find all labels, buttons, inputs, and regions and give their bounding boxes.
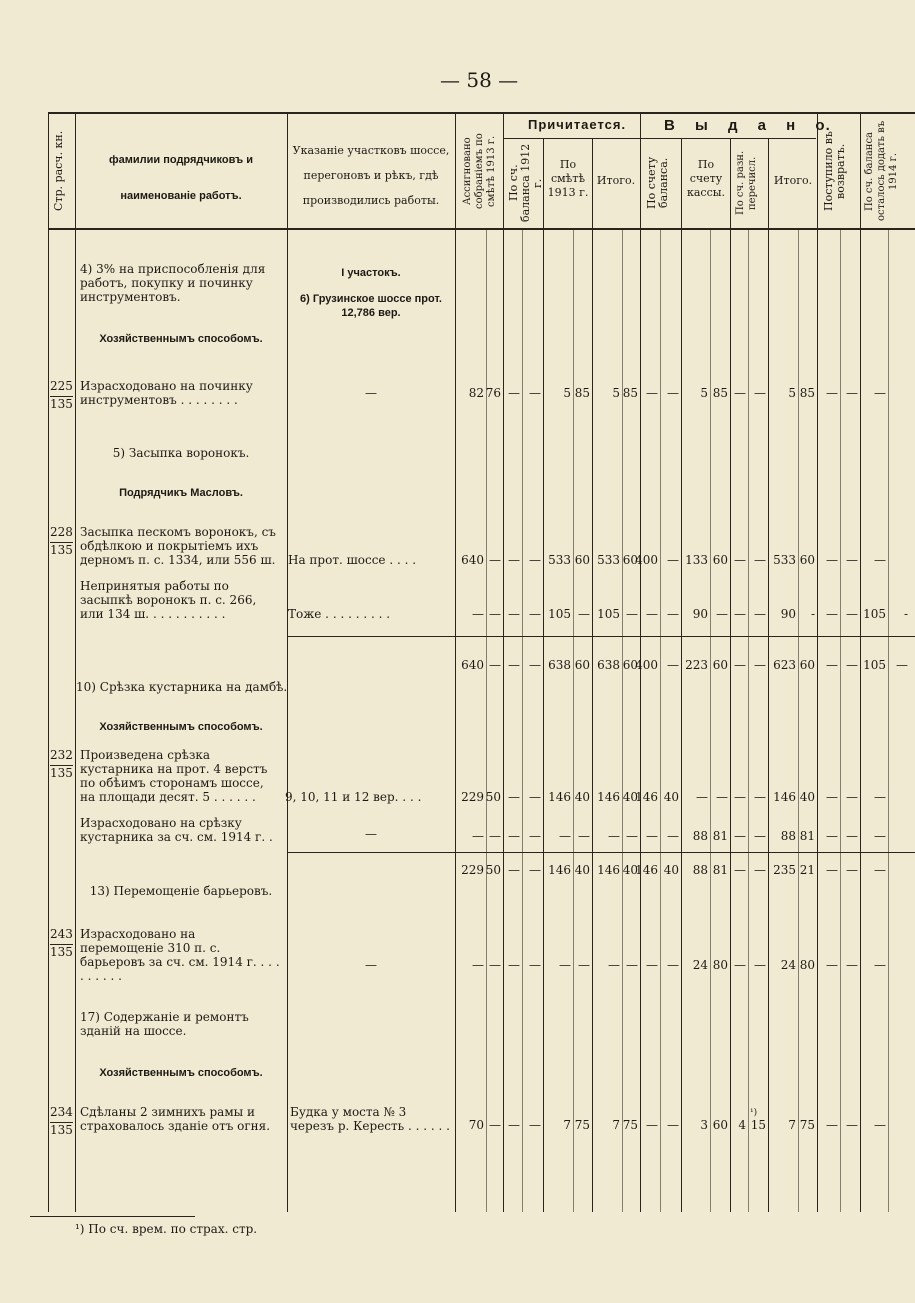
ledger-rubles: 7 <box>612 1118 620 1132</box>
col-iss-cash-header: По счету кассы. <box>686 158 725 199</box>
vrule <box>503 112 504 1212</box>
ledger-kopecks: 81 <box>712 863 728 877</box>
ledger-rubles: — <box>646 829 658 843</box>
row1-desc: Израсходовано на починку инструментовъ . . . . . . . . <box>80 379 253 407</box>
ledger-rubles: — <box>734 958 746 972</box>
ledger-kopecks: — <box>489 1118 501 1132</box>
row2-site: На прот. шоссе . . . . <box>288 553 417 567</box>
ledger-rubles: — <box>696 790 708 804</box>
ledger-rubles: 70 <box>468 1118 484 1132</box>
ledger-kopecks: — <box>667 829 679 843</box>
ledger-rubles: 229 <box>461 863 484 877</box>
ledger-kopecks: — <box>489 958 501 972</box>
ledger-rubles: — <box>508 958 520 972</box>
ledger-kopecks: — <box>489 607 501 621</box>
ledger-rubles: — <box>734 386 746 400</box>
ledger-rubles: 105 <box>863 658 886 672</box>
vrule <box>287 112 288 1212</box>
ledger-rubles: 24 <box>780 958 796 972</box>
ledger-rubles: 623 <box>773 658 796 672</box>
ledger-rubles: — <box>508 1118 520 1132</box>
section-5-contractor: Подрядчикъ Масловъ. <box>119 487 243 499</box>
ledger-kopecks: — <box>667 958 679 972</box>
ledger-kopecks: — <box>754 958 766 972</box>
ledger-rubles: — <box>874 553 886 567</box>
ledger-kopecks: — <box>716 790 728 804</box>
row2-page: 228 <box>50 525 73 539</box>
ledger-rubles: — <box>508 607 520 621</box>
ledger-rubles: 533 <box>773 553 796 567</box>
ledger-rubles: 105 <box>863 607 886 621</box>
section-4-title: 4) 3% на приспособленія для работъ, покупку и починку инструментовъ. <box>80 262 266 304</box>
ledger-rubles: — <box>874 829 886 843</box>
vrule <box>860 112 861 1212</box>
vrule <box>75 112 76 1212</box>
footnote-rule <box>30 1216 195 1217</box>
ledger-rubles: 88 <box>780 829 796 843</box>
header-rule <box>48 228 915 230</box>
kopeck-rule <box>798 228 799 1212</box>
row7-book: 135 <box>50 1123 73 1137</box>
ledger-kopecks: — <box>667 658 679 672</box>
ledger-kopecks: 60 <box>712 553 728 567</box>
ledger-rubles: — <box>508 658 520 672</box>
ledger-kopecks: 40 <box>622 863 638 877</box>
page-number: — 58 — <box>440 68 519 92</box>
ledger-kopecks: — <box>489 829 501 843</box>
ledger-rubles: — <box>734 829 746 843</box>
vrule <box>768 138 769 1212</box>
ledger-kopecks: 15 <box>750 1118 766 1132</box>
ledger-kopecks: 40 <box>622 790 638 804</box>
ledger-rubles: 105 <box>548 607 571 621</box>
ledger-rubles: 82 <box>468 386 484 400</box>
ledger-rubles: — <box>608 829 620 843</box>
ledger-rubles: 88 <box>692 863 708 877</box>
row2-desc: Засыпка пескомъ воронокъ, съ обдѣлкою и покрытіемъ ихъ дерномъ п. с. 1334, или 556 ш. <box>80 525 276 567</box>
ledger-kopecks: — <box>846 863 858 877</box>
row4-page: 232 <box>50 748 73 762</box>
ledger-kopecks: — <box>754 790 766 804</box>
ledger-kopecks: — <box>529 607 541 621</box>
ledger-kopecks: 85 <box>574 386 590 400</box>
ledger-rubles: 229 <box>461 790 484 804</box>
ledger-rubles: — <box>826 658 838 672</box>
group-issued-header: В ы д а н о. <box>664 117 831 134</box>
ledger-kopecks: — <box>667 386 679 400</box>
ledger-rubles: 3 <box>700 1118 708 1132</box>
ledger-rubles: 146 <box>548 863 571 877</box>
ledger-rubles: — <box>826 863 838 877</box>
row4-site: 9, 10, 11 и 12 вер. . . . <box>285 790 422 804</box>
ledger-rubles: — <box>508 790 520 804</box>
ledger-kopecks: — <box>529 863 541 877</box>
row7-note-mark: ¹) <box>750 1108 758 1118</box>
ledger-kopecks: — <box>578 958 590 972</box>
kopeck-rule <box>622 228 623 1212</box>
ledger-rubles: 640 <box>461 658 484 672</box>
row6-page: 243 <box>50 927 73 941</box>
ledger-kopecks: 76 <box>485 386 501 400</box>
ledger-rubles: 638 <box>548 658 571 672</box>
ledger-kopecks: — <box>626 607 638 621</box>
ledger-rubles: 5 <box>612 386 620 400</box>
footnote: ¹) По сч. врем. по страх. стр. <box>75 1222 258 1236</box>
ledger-rubles: — <box>874 958 886 972</box>
ledger-rubles: — <box>874 790 886 804</box>
ledger-kopecks: 40 <box>663 790 679 804</box>
row6-site: — <box>365 958 377 972</box>
ledger-kopecks: 81 <box>799 829 815 843</box>
uchastok-label: I участокъ. <box>341 267 401 279</box>
row3-site: Тоже . . . . . . . . . <box>288 607 391 621</box>
ledger-kopecks: 40 <box>574 863 590 877</box>
section-4-method: Хозяйственнымъ способомъ. <box>99 333 263 345</box>
ledger-rubles: 235 <box>773 863 796 877</box>
kopeck-rule <box>573 228 574 1212</box>
ledger-rubles: 640 <box>461 553 484 567</box>
row1-site: — <box>365 386 377 400</box>
ledger-rubles: — <box>559 829 571 843</box>
ledger-kopecks: — <box>846 658 858 672</box>
row5-desc: Израсходовано на срѣзку кустарника за сч. см. 1914 г. . <box>80 816 273 844</box>
ledger-kopecks: — <box>529 958 541 972</box>
row4-desc: Произведена срѣзка кустарника на прот. 4 верстъ по обѣимъ сторонамъ шоссе, на площади десят. 5 . . . . . . <box>80 748 268 804</box>
ledger-rubles: — <box>874 1118 886 1132</box>
ledger-kopecks: — <box>754 553 766 567</box>
row7-page: 234 <box>50 1105 73 1119</box>
ledger-rubles: 90 <box>692 607 708 621</box>
ledger-kopecks: — <box>489 553 501 567</box>
top-rule <box>48 112 915 114</box>
ledger-kopecks: — <box>846 607 858 621</box>
ledger-kopecks: 60 <box>712 1118 728 1132</box>
ledger-rubles: — <box>734 863 746 877</box>
ledger-rubles: — <box>734 790 746 804</box>
col-page-header: Стр. расч. кн. <box>52 130 65 212</box>
ledger-rubles: 146 <box>635 863 658 877</box>
ledger-kopecks: 60 <box>799 658 815 672</box>
ledger-kopecks: 60 <box>712 658 728 672</box>
ledger-kopecks: — <box>529 386 541 400</box>
vrule <box>455 112 456 1212</box>
row6-book: 135 <box>50 945 73 959</box>
section-5-title: 5) Засыпка воронокъ. <box>112 446 250 460</box>
col-due-1912-header: По сч. баланса 1912 г. <box>507 143 544 223</box>
ledger-kopecks: — <box>529 829 541 843</box>
kopeck-rule <box>840 228 841 1212</box>
ledger-rubles: 5 <box>788 386 796 400</box>
section-13-title: 13) Перемощеніе барьеровъ. <box>89 884 273 898</box>
row1-page: 225 <box>50 379 73 393</box>
ledger-rubles: 105 <box>597 607 620 621</box>
ledger-kopecks: — <box>626 958 638 972</box>
ledger-rubles: 533 <box>597 553 620 567</box>
ledger-rubles: — <box>826 607 838 621</box>
kopeck-rule <box>522 228 523 1212</box>
vrule <box>817 112 818 1212</box>
col-iss-diff-header: По сч. разн. перечисл. <box>735 150 758 216</box>
ledger-rubles: — <box>874 863 886 877</box>
ledger-rubles: — <box>734 607 746 621</box>
ledger-rubles: 146 <box>635 790 658 804</box>
vrule <box>592 138 593 1212</box>
section-10-title: 10) Срѣзка кустарника на дамбѣ. <box>76 680 288 694</box>
ledger-kopecks: 80 <box>799 958 815 972</box>
ledger-rubles: — <box>826 790 838 804</box>
kopeck-rule <box>486 228 487 1212</box>
ledger-kopecks: — <box>626 829 638 843</box>
kopeck-rule <box>660 228 661 1212</box>
col-due-total-header: Итого. <box>596 174 636 187</box>
row4-book: 135 <box>50 766 73 780</box>
ledger-rubles: 90 <box>780 607 796 621</box>
ledger-rubles: — <box>508 553 520 567</box>
ledger-rubles: 4 <box>738 1118 746 1132</box>
col-contractor-header: фамилии подрядчиковъ и наименованіе работъ. <box>109 154 253 202</box>
kopeck-rule <box>748 228 749 1212</box>
ledger-kopecks: 40 <box>799 790 815 804</box>
road-label: 6) Грузинское шоссе прот. 12,786 вер. <box>300 293 442 319</box>
ledger-kopecks: — <box>754 386 766 400</box>
row5-site: — <box>365 827 377 841</box>
ledger-kopecks: 60 <box>622 658 638 672</box>
ledger-rubles: — <box>826 829 838 843</box>
ledger-kopecks: 60 <box>574 553 590 567</box>
ledger-rubles: — <box>646 1118 658 1132</box>
section-17-title: 17) Содержаніе и ремонтъ зданій на шоссе. <box>80 1010 249 1038</box>
section-10-method: Хозяйственнымъ способомъ. <box>99 721 263 733</box>
ledger-kopecks: — <box>846 386 858 400</box>
ledger-kopecks: 60 <box>799 553 815 567</box>
ledger-rubles: 146 <box>548 790 571 804</box>
ledger-kopecks: — <box>846 553 858 567</box>
ledger-kopecks: — <box>529 790 541 804</box>
row6-desc: Израсходовано на перемощеніе 310 п. с. барьеровъ за сч. см. 1914 г. . . . . . . . . . <box>80 927 280 983</box>
ledger-kopecks: - <box>810 607 815 621</box>
ledger-rubles: — <box>734 658 746 672</box>
ledger-kopecks: — <box>578 829 590 843</box>
ledger-rubles: — <box>472 607 484 621</box>
ledger-kopecks: — <box>667 553 679 567</box>
row1-book: 135 <box>50 397 73 411</box>
ledger-kopecks: 85 <box>799 386 815 400</box>
row3-desc: Непринятыя работы по засыпкѣ воронокъ п. с. 266, или 134 ш. . . . . . . . . . . <box>80 579 257 621</box>
ledger-kopecks: 81 <box>712 829 728 843</box>
vrule <box>730 138 731 1212</box>
ledger-kopecks: — <box>754 607 766 621</box>
ledger-rubles: — <box>508 386 520 400</box>
kopeck-rule <box>710 228 711 1212</box>
ledger-rubles: 400 <box>635 553 658 567</box>
ledger-rubles: — <box>646 386 658 400</box>
ledger-kopecks: — <box>667 607 679 621</box>
kopeck-rule <box>888 228 889 1212</box>
vrule <box>48 112 49 1212</box>
col-remaining-header: По сч. баланса осталось додать въ 1914 г. <box>864 120 899 222</box>
ledger-kopecks: — <box>846 958 858 972</box>
ledger-rubles: — <box>826 1118 838 1132</box>
ledger-kopecks: — <box>529 658 541 672</box>
ledger-rubles: — <box>508 829 520 843</box>
ledger-kopecks: 60 <box>574 658 590 672</box>
ledger-kopecks: 21 <box>799 863 815 877</box>
ledger-kopecks: 50 <box>485 790 501 804</box>
ledger-rubles: — <box>646 958 658 972</box>
ledger-kopecks: 60 <box>622 553 638 567</box>
ledger-kopecks: 75 <box>622 1118 638 1132</box>
ledger-rubles: — <box>472 958 484 972</box>
ledger-kopecks: — <box>896 658 908 672</box>
ledger-kopecks: — <box>754 863 766 877</box>
col-due-1913-header: По смѣтѣ 1913 г. <box>547 158 589 199</box>
ledger-rubles: 5 <box>700 386 708 400</box>
ledger-rubles: 88 <box>692 829 708 843</box>
col-assigned-header: Ассигновано собраніемъ по смѣтѣ 1913 г. <box>462 133 497 209</box>
group-due-header: Причитается. <box>528 117 627 132</box>
col-returned-header: Поступило въ возвратъ. <box>822 131 847 211</box>
ledger-kopecks: — <box>846 829 858 843</box>
ledger-rubles: 7 <box>788 1118 796 1132</box>
ledger-kopecks: - <box>903 607 908 621</box>
ledger-kopecks: — <box>846 1118 858 1132</box>
ledger-kopecks: — <box>846 790 858 804</box>
ledger-rubles: 146 <box>773 790 796 804</box>
ledger-rubles: — <box>608 958 620 972</box>
ledger-kopecks: 80 <box>712 958 728 972</box>
ledger-rubles: 133 <box>685 553 708 567</box>
ledger-rubles: 533 <box>548 553 571 567</box>
ledger-rubles: — <box>646 607 658 621</box>
group-rule <box>503 138 816 139</box>
vrule <box>681 138 682 1212</box>
ledger-kopecks: — <box>754 658 766 672</box>
vrule <box>543 138 544 1212</box>
row7-desc: Сдѣланы 2 зимнихъ рамы и страховалось зданіе отъ огня. <box>80 1105 271 1133</box>
ledger-rubles: 146 <box>597 863 620 877</box>
ledger-rubles: — <box>559 958 571 972</box>
col-iss-balance-header: По счету баланса. <box>645 156 670 210</box>
ledger-rubles: 24 <box>692 958 708 972</box>
subtotal-rule-2 <box>288 852 915 853</box>
subtotal-rule-1 <box>288 636 915 637</box>
ledger-kopecks: 85 <box>622 386 638 400</box>
ledger-kopecks: 40 <box>574 790 590 804</box>
ledger-kopecks: — <box>529 1118 541 1132</box>
ledger-kopecks: — <box>578 607 590 621</box>
col-sections-header: Указаніе участковъ шоссе, перегоновъ и рѣкъ, гдѣ производились работы. <box>292 144 450 207</box>
ledger-rubles: — <box>874 386 886 400</box>
ledger-rubles: 146 <box>597 790 620 804</box>
ledger-kopecks: — <box>754 829 766 843</box>
section-17-method: Хозяйственнымъ способомъ. <box>99 1067 263 1079</box>
ledger-rubles: — <box>826 386 838 400</box>
ledger-rubles: — <box>472 829 484 843</box>
row2-book: 135 <box>50 543 73 557</box>
ledger-rubles: — <box>734 553 746 567</box>
ledger-rubles: — <box>826 958 838 972</box>
col-iss-total-header: Итого. <box>773 174 813 187</box>
ledger-rubles: 400 <box>635 658 658 672</box>
ledger-kopecks: 85 <box>712 386 728 400</box>
ledger-rubles: 7 <box>563 1118 571 1132</box>
ledger-rubles: — <box>508 863 520 877</box>
ledger-kopecks: — <box>667 1118 679 1132</box>
ledger-kopecks: — <box>489 658 501 672</box>
ledger-kopecks: 75 <box>574 1118 590 1132</box>
ledger-rubles: 5 <box>563 386 571 400</box>
ledger-kopecks: 40 <box>663 863 679 877</box>
ledger-rubles: 223 <box>685 658 708 672</box>
ledger-rubles: — <box>826 553 838 567</box>
row7-site: Будка у моста № 3 черезъ р. Кересть . . . . . . <box>290 1105 450 1133</box>
ledger-kopecks: 75 <box>799 1118 815 1132</box>
ledger-rubles: 638 <box>597 658 620 672</box>
ledger-kopecks: — <box>529 553 541 567</box>
ledger-kopecks: — <box>716 607 728 621</box>
ledger-kopecks: 50 <box>485 863 501 877</box>
